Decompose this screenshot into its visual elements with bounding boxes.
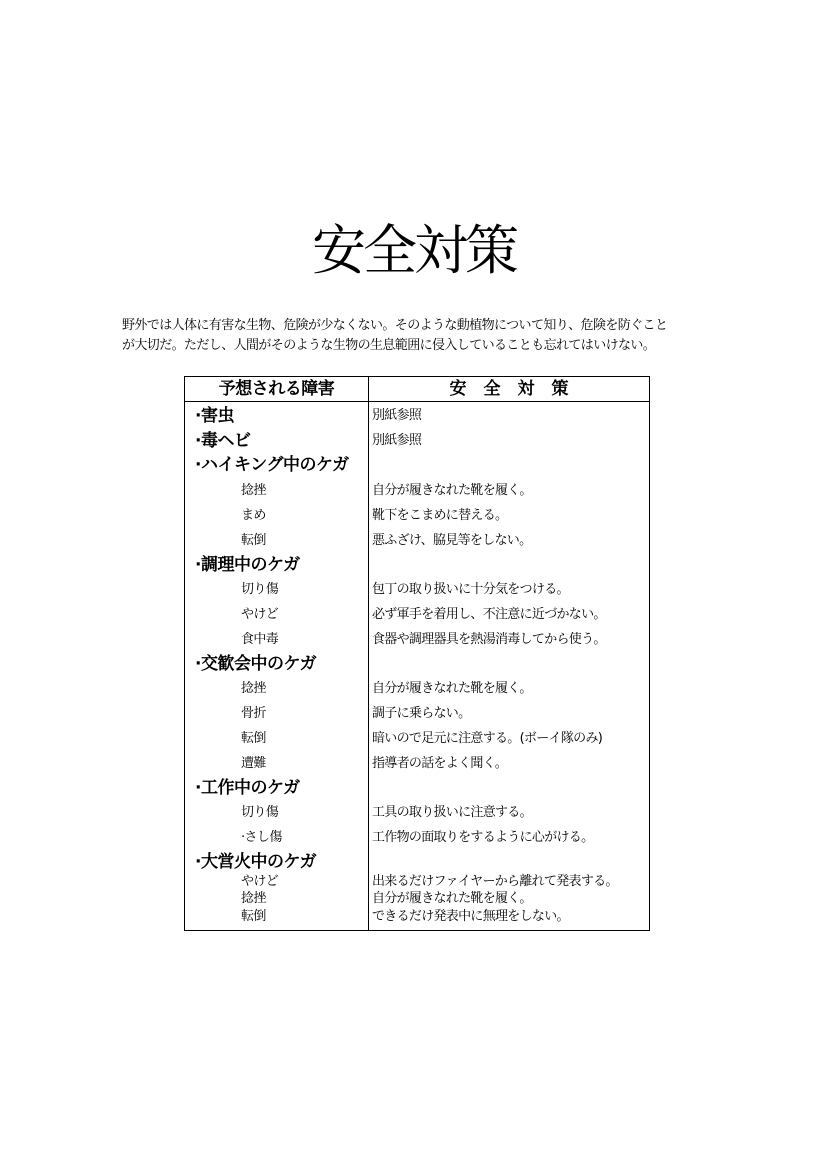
- table-row-category: [185, 404, 649, 428]
- header-safety-measures: 安 全 対 策: [449, 379, 569, 399]
- table-row-item: [185, 752, 649, 776]
- hazard-category: ·害虫: [195, 406, 234, 426]
- table-header: [185, 377, 649, 402]
- hazard-item: 切り傷: [241, 582, 279, 597]
- safety-measure: 工作物の面取りをするように心がける。: [372, 830, 594, 845]
- safety-measure: 出来るだけファイヤーから離れて発表する。: [372, 874, 618, 889]
- hazard-category: ·交歓会中のケガ: [195, 654, 317, 674]
- table-row-category: [185, 850, 649, 874]
- hazard-category: ·大営火中のケガ: [195, 852, 317, 872]
- table-row-item: [185, 529, 649, 553]
- table-row-category: [185, 776, 649, 800]
- hazard-item: ·さし傷: [241, 830, 282, 845]
- safety-measure: 別紙参照: [372, 408, 422, 423]
- table-row-item: [185, 801, 649, 825]
- intro-paragraph: [122, 316, 722, 356]
- table-row-category: [185, 652, 649, 676]
- safety-measure: 指導者の話をよく聞く。: [372, 756, 508, 771]
- hazard-category: ·調理中のケガ: [195, 555, 300, 575]
- hazard-item: 捻挫: [241, 681, 266, 696]
- hazard-item: 骨折: [241, 706, 266, 721]
- table-row-item: [185, 908, 649, 926]
- hazard-item: 捻挫: [241, 483, 266, 498]
- table-row-category: [185, 453, 649, 477]
- table-row-item: [185, 479, 649, 503]
- hazard-item: まめ: [241, 508, 266, 523]
- safety-measure: 自分が履きなれた靴を履く。: [372, 681, 532, 696]
- hazard-item: やけど: [241, 607, 279, 622]
- safety-measures-table: [184, 376, 650, 931]
- hazard-category: ·工作中のケガ: [195, 778, 300, 798]
- safety-measure: 自分が履きなれた靴を履く。: [372, 483, 532, 498]
- table-row-category: [185, 429, 649, 453]
- safety-measure: 食器や調理器具を熱湯消毒してから使う。: [372, 632, 606, 647]
- header-expected-hazards: 予想される障害: [218, 379, 335, 399]
- table-row-item: [185, 826, 649, 850]
- table-row-item: [185, 677, 649, 701]
- table-row-item: [185, 578, 649, 602]
- safety-measure: 自分が履きなれた靴を履く。: [372, 891, 532, 906]
- safety-measure: 靴下をこまめに替える。: [372, 508, 508, 523]
- hazard-item: 食中毒: [241, 632, 279, 647]
- safety-measure: 別紙参照: [372, 433, 422, 448]
- safety-measure: 調子に乗らない。: [372, 706, 471, 721]
- hazard-item: 転倒: [241, 731, 266, 746]
- table-row-category: [185, 553, 649, 577]
- safety-measure: 暗いので足元に注意する。(ボーイ隊のみ): [372, 731, 603, 746]
- safety-measure: できるだけ発表中に無理をしない。: [372, 909, 569, 924]
- safety-measure: 必ず軍手を着用し、不注意に近づかない。: [372, 607, 606, 622]
- table-row-item: [185, 504, 649, 528]
- table-row-item: [185, 702, 649, 726]
- hazard-category: ·ハイキング中のケガ: [195, 455, 349, 475]
- intro-line: が大切だ。ただし、人間がそのような生物の生息範囲に侵入していることも忘れてはいけない。: [122, 338, 656, 353]
- safety-measure: 悪ふざけ、脇見等をしない。: [372, 533, 532, 548]
- table-row-item: [185, 873, 649, 891]
- hazard-item: 捻挫: [241, 891, 266, 906]
- table-row-item: [185, 727, 649, 751]
- safety-measure: 工具の取り扱いに注意する。: [372, 805, 532, 820]
- safety-measure: 包丁の取り扱いに十分気をつける。: [372, 582, 569, 597]
- table-row-item: [185, 603, 649, 627]
- table-row-item: [185, 890, 649, 908]
- hazard-item: やけど: [241, 874, 279, 889]
- page-title: 安全対策: [312, 219, 516, 282]
- hazard-item: 遭難: [241, 756, 266, 771]
- intro-line: 野外では人体に有害な生物、危険が少なくない。そのような動植物について知り、危険を防ぐこと: [122, 318, 668, 333]
- hazard-item: 転倒: [241, 533, 266, 548]
- hazard-item: 転倒: [241, 909, 266, 924]
- hazard-item: 切り傷: [241, 805, 279, 820]
- hazard-category: ·毒ヘビ: [195, 431, 251, 451]
- table-row-item: [185, 628, 649, 652]
